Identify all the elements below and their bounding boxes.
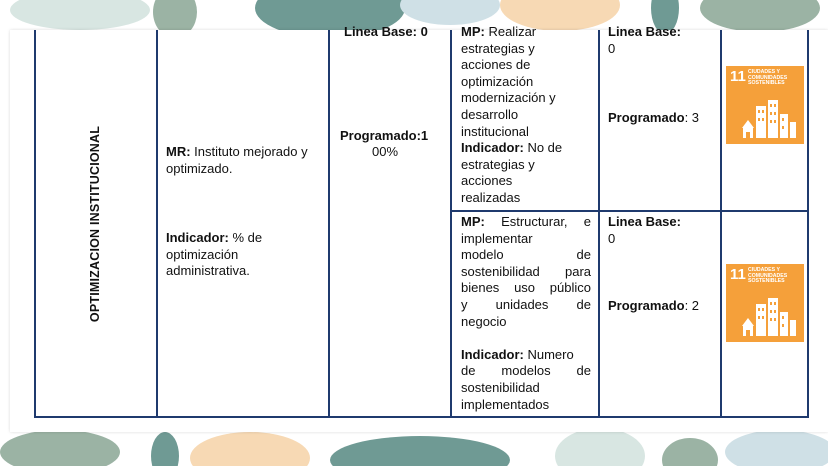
row2-indicator-text: Numero	[523, 346, 574, 362]
row2-mp-line: y unidades de	[461, 296, 591, 312]
mr-description: Instituto mejorado y optimizado.	[166, 144, 308, 176]
row1-programado-value: : 3	[684, 110, 700, 125]
row1-indicator-line: estrategias y	[461, 156, 535, 172]
row2-indicator-label: Indicador:	[461, 346, 524, 362]
column-divider	[328, 30, 330, 418]
row1-mp-first-line	[461, 24, 593, 41]
column-divider	[598, 30, 600, 418]
axis-title: OPTIMIZACION INSTITUCIONAL	[88, 125, 102, 323]
city-buildings-icon	[726, 264, 804, 342]
row2-linea-base-value: 0	[608, 231, 616, 246]
row2-indicator-line: de modelos de	[461, 363, 591, 379]
column-divider	[156, 30, 158, 418]
row2-mp	[461, 214, 591, 413]
row1-programado-label: Programado	[608, 110, 685, 125]
row1-linea-base-value: 0	[608, 41, 616, 56]
row2-mp-first-line	[461, 214, 591, 231]
mr-text	[166, 144, 322, 177]
programado-value: 00%	[372, 144, 399, 159]
results-table	[34, 24, 820, 418]
sdg-label: CIUDADES Y COMUNIDADES SOSTENIBLES	[748, 267, 788, 285]
mr-label: MR:	[166, 144, 191, 159]
row2-mp-text: Estructurar, e	[484, 214, 591, 229]
mr-indicator-label: Indicador:	[166, 230, 229, 245]
row1-mp-line: institucional	[461, 123, 529, 139]
sdg-number: 11	[730, 266, 746, 283]
row1-indicator-text: No de	[523, 140, 563, 156]
row1-mp-label: MP:	[461, 24, 485, 39]
row1-indicator-line: acciones	[461, 173, 513, 189]
row2-mp-line: modelo de	[461, 247, 591, 263]
row2-mp-line: negocio	[461, 313, 507, 329]
row2-mp-line: bienes uso público	[461, 280, 591, 296]
row2-indicator-line: implementados	[461, 396, 550, 412]
row2-programado-value: : 2	[684, 298, 700, 313]
blob-shape	[0, 430, 120, 466]
blob-shape	[400, 0, 500, 25]
linea-base-partial: Linea Base: 0	[344, 24, 428, 39]
sdg-label: CIUDADES Y COMUNIDADES SOSTENIBLES	[748, 69, 788, 87]
document-page	[10, 24, 828, 432]
row1-indicator-label: Indicador:	[461, 140, 524, 156]
row2-indicator-first-line	[461, 347, 591, 364]
row1-indicator-first-line	[461, 140, 593, 157]
row2-indicator-line: sostenibilidad	[461, 379, 540, 395]
mr-indicator-description: % de optimización administrativa.	[166, 230, 263, 279]
row1-linea-base-label: Linea Base:	[608, 24, 681, 39]
blob-shape	[330, 436, 510, 466]
blob-shape	[662, 438, 718, 466]
row1-mp-partial: Realizar	[484, 24, 537, 39]
row1-mp-line: acciones de	[461, 57, 531, 73]
row1-programado	[608, 110, 699, 127]
city-buildings-icon	[726, 66, 804, 144]
row2-mp-line: sostenibilidad para	[461, 263, 591, 279]
row2-mp-label: MP:	[461, 214, 485, 229]
row1-mp	[461, 24, 593, 207]
programado-label: Programado:1	[340, 128, 429, 143]
blob-shape	[190, 432, 310, 466]
sdg-11-icon	[726, 66, 804, 144]
mr-indicator-text	[166, 230, 306, 280]
column-divider	[720, 30, 722, 418]
spacer	[461, 330, 591, 347]
row-divider	[450, 210, 809, 212]
row1-mp-line: modernización y	[461, 90, 556, 106]
row1-mp-line: optimización	[461, 73, 534, 89]
blob-shape	[10, 0, 150, 30]
blob-shape	[700, 0, 820, 32]
row2-mp-line: implementar	[461, 230, 533, 246]
row1-indicator-line: realizadas	[461, 189, 521, 205]
row2-programado	[608, 298, 699, 315]
row1-mp-line: estrategias y	[461, 40, 535, 56]
blob-shape	[725, 430, 828, 466]
row2-programado-label: Programado	[608, 298, 685, 313]
sdg-11-icon	[726, 264, 804, 342]
column-divider	[450, 30, 452, 418]
blob-shape	[555, 428, 645, 466]
axis-title-cell	[34, 30, 156, 418]
blob-shape	[151, 432, 179, 466]
row1-mp-line: desarrollo	[461, 106, 519, 122]
table-border-right	[807, 30, 809, 418]
row2-linea-base-label: Linea Base:	[608, 214, 681, 229]
sdg-number: 11	[730, 68, 746, 85]
